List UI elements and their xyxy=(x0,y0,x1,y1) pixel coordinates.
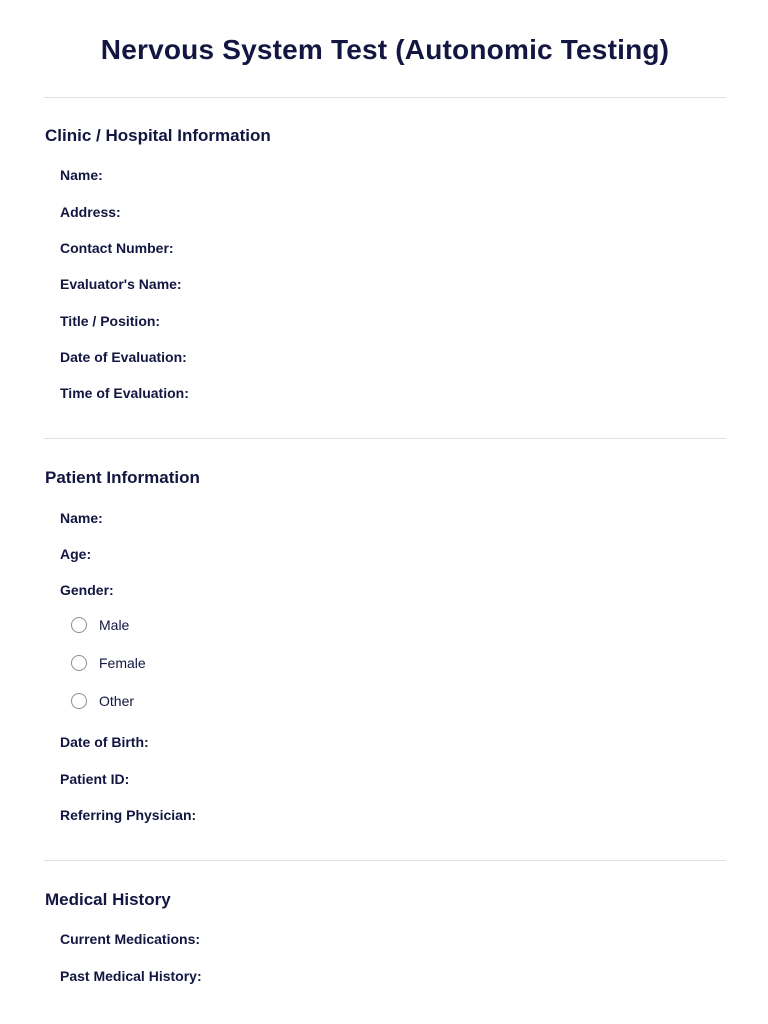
gender-option-label: Other xyxy=(99,693,135,709)
patient-age-label: Age: xyxy=(60,546,92,562)
gender-option-label: Female xyxy=(99,655,146,671)
clinic-section-divider xyxy=(44,438,726,439)
patient-name-label: Name: xyxy=(60,510,103,526)
gender-option-label: Male xyxy=(99,617,130,633)
radio-circle-icon[interactable] xyxy=(71,617,87,633)
clinic-address-label: Address: xyxy=(60,204,121,220)
medical-history-section-title: Medical History xyxy=(45,890,171,909)
date-of-birth-label: Date of Birth: xyxy=(60,734,149,750)
radio-circle-icon[interactable] xyxy=(71,693,87,709)
clinic-name-label: Name: xyxy=(60,167,103,183)
date-of-evaluation-label: Date of Evaluation: xyxy=(60,349,187,365)
title-position-label: Title / Position: xyxy=(60,313,161,329)
patient-id-label: Patient ID: xyxy=(60,771,130,787)
gender-radio-female[interactable] xyxy=(70,652,146,674)
gender-radio-male[interactable] xyxy=(70,614,129,636)
patient-section-title: Patient Information xyxy=(45,468,200,487)
gender-radio-other[interactable] xyxy=(70,690,134,712)
past-medical-history-label: Past Medical History: xyxy=(60,968,202,984)
current-medications-label: Current Medications: xyxy=(60,931,201,947)
patient-gender-label: Gender: xyxy=(60,582,114,598)
page-title: Nervous System Test (Autonomic Testing) xyxy=(100,34,670,65)
referring-physician-label: Referring Physician: xyxy=(60,807,197,823)
clinic-section-title: Clinic / Hospital Information xyxy=(45,126,271,145)
header-divider xyxy=(44,97,726,98)
patient-section-divider xyxy=(44,860,726,861)
radio-circle-icon[interactable] xyxy=(71,655,87,671)
clinic-contact-number-label: Contact Number: xyxy=(60,240,174,256)
time-of-evaluation-label: Time of Evaluation: xyxy=(60,385,189,401)
evaluator-name-label: Evaluator's Name: xyxy=(60,276,182,292)
